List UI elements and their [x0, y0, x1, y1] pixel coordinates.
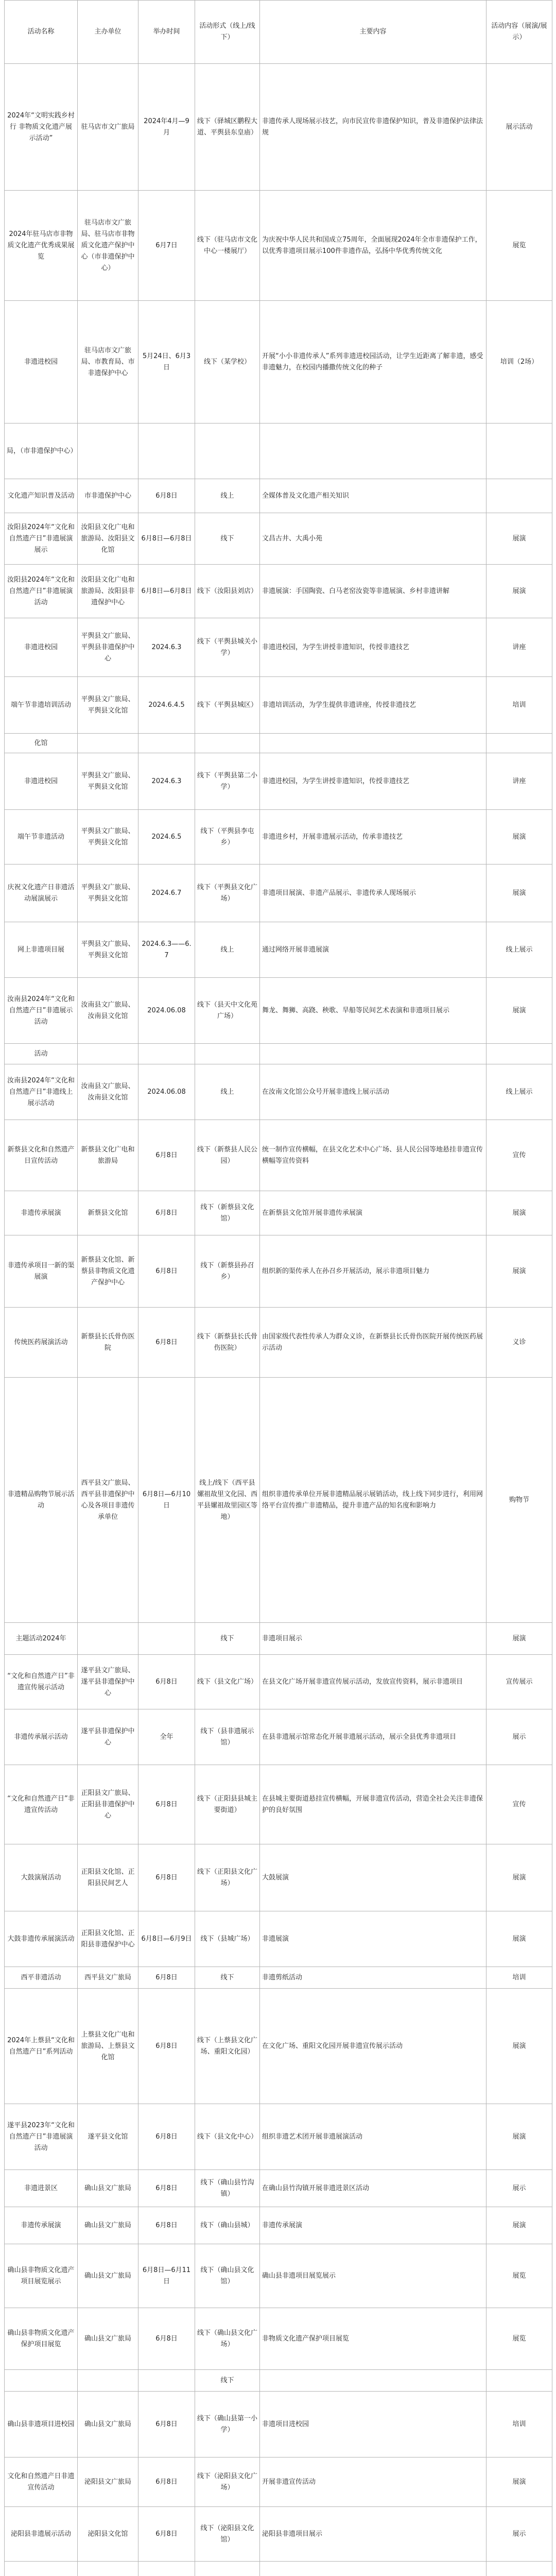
cell-organizer: 驻马店市文广旅局 [78, 64, 138, 191]
table-row [5, 301, 552, 423]
cell-format: 线下（县城广场） [195, 1911, 260, 1967]
cell-organizer: 平舆县文广旅局、平舆县非遗保护中心 [78, 618, 138, 677]
cell-activity-type: 培训 [486, 2392, 552, 2458]
cell-main-content: 组织非遗传承单位开展非遗精品展示展销活动，线上线下同步进行，利用网络平台宣传推广非遗精品，提升非遗产品的知名度和影响力 [260, 1378, 486, 1623]
cell-activity-name: 非遗进校园 [5, 301, 78, 423]
cell-time: 6月8日 [138, 1120, 195, 1191]
cell-main-content [260, 2370, 486, 2392]
cell-time: 6月8日 [138, 1235, 195, 1308]
cell-organizer: 平舆县文广旅局、平舆县文化馆 [78, 677, 138, 734]
cell-activity-type [486, 2370, 552, 2392]
cell-activity-name: 非遗传承展示活动 [5, 1709, 78, 1765]
cell-format: 线下（泌阳县文化馆） [195, 2507, 260, 2562]
header-main-content: 主要内容 [260, 1, 486, 64]
cell-time: 6月8日 [138, 1967, 195, 1989]
cell-organizer: 平舆县文广旅局、平舆县文化馆 [78, 810, 138, 865]
cell-format [195, 1044, 260, 1064]
cell-main-content: 开展非遗宣传活动 [260, 2458, 486, 2507]
table-row [5, 1911, 552, 1967]
cell-time [138, 423, 195, 479]
cell-main-content: 确山县非遗项目展览展示 [260, 2244, 486, 2308]
table-row [5, 1044, 552, 1064]
cell-activity-name: 庆祝文化遗产日非遗活动展演展示 [5, 865, 78, 922]
cell-main-content: 开展“小小非遗传承人”系列非遗进校园活动，让学生近距离了解非遗，感受非遗魅力，在校园内播撒传统文化的种子 [260, 301, 486, 423]
cell-organizer [78, 2370, 138, 2392]
cell-time: 6月8日—6月8日 [138, 513, 195, 565]
cell-organizer: 平舆县文广旅局、平舆县文化馆 [78, 865, 138, 922]
cell-activity-type: 培训 [486, 1967, 552, 1989]
table-row [5, 2308, 552, 2370]
cell-main-content: 全媒体普及文化遗产相关知识 [260, 479, 486, 513]
cell-activity-name: 网上非遗项目展 [5, 922, 78, 978]
cell-main-content: 组织非遗艺术团开展非遗展演活动 [260, 2104, 486, 2170]
cell-activity-name: 非遗传承展演 [5, 2207, 78, 2244]
cell-format: 线下（某学校） [195, 301, 260, 423]
cell-main-content: 泌阳县非遗项目展示 [260, 2507, 486, 2562]
cell-format: 线下（县天中文化苑广场） [195, 978, 260, 1044]
cell-main-content: 非遗传承人现场展示技艺，向市民宣传非遗保护知识，普及非遗保护法律法规 [260, 64, 486, 191]
cell-activity-name: 新蔡县文化和自然遗产日宣传活动 [5, 1120, 78, 1191]
cell-main-content: 非遗项目进校园 [260, 2392, 486, 2458]
cell-time: 6月8日 [138, 2170, 195, 2207]
header-format: 活动形式（线上/线下） [195, 1, 260, 64]
cell-activity-name: 非遗传承展演 [5, 1191, 78, 1235]
cell-time: 6月8日 [138, 1308, 195, 1378]
cell-organizer [78, 1044, 138, 1064]
cell-activity-type [486, 2562, 552, 2576]
cell-main-content: 在新蔡县文化馆开展非遗传承展演 [260, 1191, 486, 1235]
cell-format: 线下（汝阳县刘店） [195, 565, 260, 618]
table-row [5, 1765, 552, 1844]
cell-format: 线下（正阳县县城主要街道） [195, 1765, 260, 1844]
table-row [5, 1191, 552, 1235]
cell-main-content: 在汝南文化馆公众号开展非遗线上展示活动 [260, 1064, 486, 1120]
table-row [5, 922, 552, 978]
table-row [5, 1064, 552, 1120]
table-row [5, 2104, 552, 2170]
cell-organizer: 新蔡县文化馆、新蔡县非物质文化遗产保护中心 [78, 1235, 138, 1308]
cell-activity-type: 展演 [486, 1911, 552, 1967]
header-time: 举办时间 [138, 1, 195, 64]
table-body [5, 64, 552, 2576]
cell-organizer: 西平县文广旅局、西平县非遗保护中心及各项目非遗传承单位 [78, 1378, 138, 1623]
cell-format: 线下（确山县文化馆） [195, 2244, 260, 2308]
cell-activity-name: 2024年“文明实践乡村行 非物质文化遗产展示活动” [5, 64, 78, 191]
table-row [5, 677, 552, 734]
cell-time: 2024.6.4.5 [138, 677, 195, 734]
cell-main-content: 非遗剪纸活动 [260, 1967, 486, 1989]
cell-time: 6月8日 [138, 2507, 195, 2562]
cell-format: 线下（平舆县城区） [195, 677, 260, 734]
cell-format: 线下（平舆县城关小学） [195, 618, 260, 677]
cell-organizer: 上蔡县文化广电和旅游局、上蔡县文化馆 [78, 1989, 138, 2104]
header-row [5, 1, 552, 64]
cell-main-content: 在文化广场、重阳文化园开展非遗宣传展示活动 [260, 1989, 486, 2104]
cell-main-content: 在县文化广场开展非遗宣传展示活动，发放宣传资料，展示非遗项目 [260, 1655, 486, 1709]
cell-activity-type: 线上展示 [486, 1064, 552, 1120]
cell-organizer: 市非遗保护中心 [78, 479, 138, 513]
cell-time: 6月8日 [138, 2392, 195, 2458]
cell-organizer: 驻马店市文广旅局、市教育局、市非遗保护中心 [78, 301, 138, 423]
cell-activity-type: 展演 [486, 978, 552, 1044]
cell-activity-name: 2024年驻马店市非物质文化遗产优秀成果展览 [5, 191, 78, 301]
cell-activity-type: 展览 [486, 191, 552, 301]
cell-main-content: 在确山县竹沟镇开展非遗进景区活动 [260, 2170, 486, 2207]
table-row [5, 2562, 552, 2576]
table-row [5, 2244, 552, 2308]
cell-format: 线下（驻马店市文化中心一楼展厅） [195, 191, 260, 301]
cell-organizer: 新蔡县文化馆 [78, 1191, 138, 1235]
cell-time: 6月8日 [138, 1765, 195, 1844]
cell-time: 6月8日 [138, 479, 195, 513]
cell-format: 线下（县文化中心） [195, 2104, 260, 2170]
cell-activity-name: 端午节非遗培训活动 [5, 677, 78, 734]
cell-activity-type: 展示 [486, 2507, 552, 2562]
cell-format: 线下（新蔡县孙召乡） [195, 1235, 260, 1308]
cell-time [138, 2562, 195, 2576]
cell-organizer [78, 423, 138, 479]
cell-time: 6月8日—6月10日 [138, 1378, 195, 1623]
cell-time [138, 1044, 195, 1064]
cell-organizer: 正阳县文广旅局、正阳县非遗保护中心 [78, 1765, 138, 1844]
cell-format: 线下（确山县文化广场） [195, 2308, 260, 2370]
cell-organizer: 平舆县文广旅局、平舆县文化馆 [78, 753, 138, 810]
table-row [5, 1967, 552, 1989]
table-row [5, 1655, 552, 1709]
cell-format: 线下（上蔡县文化广场、重阳文化园） [195, 1989, 260, 2104]
cell-organizer: 驻马店市文广旅局、驻马店市非物质文化遗产保护中心（市非遗保护中心） [78, 191, 138, 301]
cell-time: 2024.6.3 [138, 618, 195, 677]
cell-organizer: 遂平县文广旅局、遂平县非遗保护中心 [78, 1655, 138, 1709]
cell-activity-name: 2024年上蔡县“文化和自然遗产日”系列活动 [5, 1989, 78, 2104]
cell-format: 线下（确山县第一小学） [195, 2392, 260, 2458]
cell-format: 线下 [195, 1967, 260, 1989]
cell-organizer: 汝阳县文化广电和旅游局、汝阳县非遗保护中心 [78, 565, 138, 618]
cell-time: 6月8日 [138, 2207, 195, 2244]
cell-organizer: 新蔡县长氏骨伤医院 [78, 1308, 138, 1378]
cell-time: 6月8日 [138, 1989, 195, 2104]
cell-organizer: 汝南县文广旅局、汝南县文化馆 [78, 1064, 138, 1120]
cell-format: 线上 [195, 1064, 260, 1120]
cell-activity-name: 非遗进校园 [5, 753, 78, 810]
cell-activity-name: “文化和自然遗产日”非遗宣传展示活动 [5, 1655, 78, 1709]
cell-organizer [78, 1623, 138, 1655]
cell-organizer: 确山县文广旅局 [78, 2207, 138, 2244]
cell-activity-type: 展演 [486, 1623, 552, 1655]
cell-format: 线下（平舆县李屯乡） [195, 810, 260, 865]
header-activity-name: 活动名称 [5, 1, 78, 64]
cell-activity-name: 非遗进景区 [5, 2170, 78, 2207]
cell-activity-name: 确山县非遗项目进校园 [5, 2392, 78, 2458]
table-row [5, 2170, 552, 2207]
cell-main-content: 组织新的渠传承人在孙召乡开展活动，展示非遗项目魅力 [260, 1235, 486, 1308]
cell-activity-type: 线上展示 [486, 922, 552, 978]
cell-format [195, 423, 260, 479]
cell-activity-type: 义诊 [486, 1308, 552, 1378]
cell-activity-name [5, 2370, 78, 2392]
cell-main-content: 文昌古井、大禹小苑 [260, 513, 486, 565]
cell-time: 6月8日—6月9日 [138, 1911, 195, 1967]
cell-time: 2024.06.08 [138, 978, 195, 1044]
cell-time: 6月8日 [138, 2458, 195, 2507]
cell-format: 线下 [195, 513, 260, 565]
cell-time: 2024.6.3 [138, 753, 195, 810]
cell-activity-type: 展示活动 [486, 64, 552, 191]
table-row [5, 479, 552, 513]
cell-time: 6月7日 [138, 191, 195, 301]
cell-activity-name: 遂平县2023年“文化和自然遗产日”非遗展演活动 [5, 2104, 78, 2170]
cell-format: 线下（新蔡县长氏骨伤医院） [195, 1308, 260, 1378]
cell-organizer: 汝南县文广旅局、汝南县文化馆 [78, 978, 138, 1044]
table-row [5, 1989, 552, 2104]
cell-time: 全年 [138, 1709, 195, 1765]
cell-organizer [78, 2562, 138, 2576]
cell-activity-name: 化馆 [5, 734, 78, 753]
header-activity-type: 活动内容（展演/展示） [486, 1, 552, 64]
cell-time: 2024.06.08 [138, 1064, 195, 1120]
cell-organizer: 确山县文广旅局 [78, 2170, 138, 2207]
cell-activity-name: 汝南县2024年“文化和自然遗产日”非遗展示活动 [5, 978, 78, 1044]
cell-activity-type: 宣传 [486, 1120, 552, 1191]
cell-format: 线下（平舆县文化广场） [195, 865, 260, 922]
cell-activity-type [486, 734, 552, 753]
cell-format [195, 2562, 260, 2576]
cell-activity-type: 展演 [486, 565, 552, 618]
table-row [5, 2207, 552, 2244]
cell-format: 线下（县非遗展示馆） [195, 1709, 260, 1765]
cell-activity-name: 主题活动2024年 [5, 1623, 78, 1655]
table-row [5, 423, 552, 479]
cell-activity-type: 宣传 [486, 1765, 552, 1844]
cell-main-content: 非遗展演：手国陶瓷、白马老窑汝瓷等非遗展演、乡村非遗讲解 [260, 565, 486, 618]
table-row [5, 1235, 552, 1308]
cell-format: 线上 [195, 479, 260, 513]
cell-time: 6月8日—6月11日 [138, 2244, 195, 2308]
cell-format: 线下（新蔡县文化馆） [195, 1191, 260, 1235]
table-row [5, 753, 552, 810]
cell-activity-name: “文化和自然遗产日”非遗宣传活动 [5, 1765, 78, 1844]
cell-activity-name: 确山县非物质文化遗产保护项目展览 [5, 2308, 78, 2370]
cell-activity-type: 展演 [486, 865, 552, 922]
cell-activity-type: 讲座 [486, 618, 552, 677]
cell-activity-name: 大鼓演展活动 [5, 1844, 78, 1911]
cell-format: 线下 [195, 2370, 260, 2392]
cell-activity-name: 端午节非遗活动 [5, 810, 78, 865]
cell-activity-name: 汝阳县2024年“文化和自然遗产日”非遗展演活动 [5, 565, 78, 618]
cell-activity-name: 汝阳县2024年“文化和自然遗产日”非遗展演展示 [5, 513, 78, 565]
cell-main-content: 非物质文化遗产保护项目展览 [260, 2308, 486, 2370]
table-row [5, 618, 552, 677]
cell-organizer: 泌阳县文广旅局 [78, 2458, 138, 2507]
cell-format: 线下（平舆县第二小学） [195, 753, 260, 810]
cell-activity-type: 宣传展示 [486, 1655, 552, 1709]
cell-main-content: 为庆祝中华人民共和国成立75周年，全面展现2024年全市非遗保护工作，以优秀非遗项目展示100件非遗作品，弘扬中华优秀传统文化 [260, 191, 486, 301]
cell-activity-type [486, 1044, 552, 1064]
cell-time [138, 2370, 195, 2392]
cell-organizer: 汝阳县文化广电和旅游局、汝阳县文化馆 [78, 513, 138, 565]
cell-activity-type: 讲座 [486, 753, 552, 810]
cell-activity-type: 展演 [486, 1191, 552, 1235]
cell-activity-name: 非遗传承项目一新的渠展演 [5, 1235, 78, 1308]
cell-main-content: 非遗进校园，为学生讲授非遗知识，传授非遗技艺 [260, 618, 486, 677]
cell-main-content: 由国家级代表性传承人为群众义诊，在新蔡县长氏骨伤医院开展传统医药展示活动 [260, 1308, 486, 1378]
cell-main-content: 统一制作宣传横幅，在县文化艺术中心广场、县人民公园等地悬挂非遗宣传横幅等宣传资料 [260, 1120, 486, 1191]
table-row [5, 865, 552, 922]
cell-main-content [260, 1044, 486, 1064]
cell-activity-name: 非遗进校园 [5, 618, 78, 677]
cell-activity-type: 培训 [486, 677, 552, 734]
cell-format [195, 734, 260, 753]
cell-format: 线下（县文化广场） [195, 1655, 260, 1709]
cell-activity-name: 大鼓非遗传承展演活动 [5, 1911, 78, 1967]
cell-activity-name: 泌阳县非遗展示活动 [5, 2507, 78, 2562]
cell-activity-type: 购物节 [486, 1378, 552, 1623]
cell-activity-name: 汝南县2024年“文化和自然遗产日”非遗线上展示活动 [5, 1064, 78, 1120]
cell-format: 线下（驿城区鹏程大道、平舆县东皇庙） [195, 64, 260, 191]
cell-activity-name: 传统医药展演活动 [5, 1308, 78, 1378]
cell-main-content: 非遗进乡村，开展非遗展示活动，传承非遗技艺 [260, 810, 486, 865]
cell-main-content: 非遗项目展示 [260, 1623, 486, 1655]
cell-format: 线下（泌阳县文化广场） [195, 2458, 260, 2507]
cell-activity-name [5, 2562, 78, 2576]
cell-organizer: 遂平县非遗保护中心 [78, 1709, 138, 1765]
cell-activity-type: 展演 [486, 1844, 552, 1911]
cell-main-content: 非遗培训活动，为学生提供非遗讲座，传授非遗技艺 [260, 677, 486, 734]
event-table [4, 0, 552, 2576]
table-row [5, 1308, 552, 1378]
cell-organizer: 正阳县文化馆、正阳县民间艺人 [78, 1844, 138, 1911]
table-row [5, 64, 552, 191]
cell-format: 线下（正阳县文化广场） [195, 1844, 260, 1911]
table-row [5, 734, 552, 753]
cell-activity-type: 展演 [486, 2104, 552, 2170]
table-row [5, 1378, 552, 1623]
table-row [5, 191, 552, 301]
cell-main-content: 非遗传承展演 [260, 2207, 486, 2244]
cell-time: 6月8日 [138, 1655, 195, 1709]
cell-activity-type: 展演 [486, 2458, 552, 2507]
cell-main-content: 非遗展演 [260, 1911, 486, 1967]
cell-organizer [78, 734, 138, 753]
cell-time [138, 734, 195, 753]
cell-time: 6月8日 [138, 2104, 195, 2170]
cell-organizer: 西平县文广旅局 [78, 1967, 138, 1989]
cell-organizer: 泌阳县文化馆 [78, 2507, 138, 2562]
cell-activity-name: 文化和自然遗产日非遗宣传活动 [5, 2458, 78, 2507]
cell-time: 6月8日 [138, 2308, 195, 2370]
cell-activity-type: 展览 [486, 2244, 552, 2308]
cell-activity-type: 展览 [486, 2308, 552, 2370]
table-row [5, 1844, 552, 1911]
cell-activity-type: 展演 [486, 2207, 552, 2244]
cell-main-content: 非遗项目展演、非遗产品展示、非遗传承人现场展示 [260, 865, 486, 922]
table-row [5, 2507, 552, 2562]
cell-time: 5月24日、6月3日 [138, 301, 195, 423]
cell-activity-type: 展演 [486, 1989, 552, 2104]
cell-format: 线上 [195, 922, 260, 978]
cell-organizer: 确山县文广旅局 [78, 2244, 138, 2308]
table-row [5, 2458, 552, 2507]
cell-time [138, 1623, 195, 1655]
cell-activity-type: 培训（2场） [486, 301, 552, 423]
cell-main-content: 大鼓展演 [260, 1844, 486, 1911]
cell-activity-type: 展演 [486, 1235, 552, 1308]
header-organizer: 主办单位 [78, 1, 138, 64]
table-row [5, 1120, 552, 1191]
cell-organizer: 新蔡县文化广电和旅游局 [78, 1120, 138, 1191]
table-row [5, 978, 552, 1044]
cell-main-content: 通过网络开展非遗展演 [260, 922, 486, 978]
cell-time: 2024年4月—9月 [138, 64, 195, 191]
table-row [5, 565, 552, 618]
cell-activity-name: 确山县非物质文化遗产项目展览展示 [5, 2244, 78, 2308]
cell-activity-type [486, 479, 552, 513]
cell-main-content: 在县非遗展示馆常态化开展非遗展示活动，展示全县优秀非遗项目 [260, 1709, 486, 1765]
cell-main-content: 非遗进校园，为学生讲授非遗知识，传授非遗技艺 [260, 753, 486, 810]
cell-main-content [260, 734, 486, 753]
cell-format: 线下（确山县城） [195, 2207, 260, 2244]
cell-organizer: 平舆县文广旅局、平舆县文化馆 [78, 922, 138, 978]
cell-activity-name: 文化遗产知识普及活动 [5, 479, 78, 513]
cell-activity-type: 展示 [486, 1709, 552, 1765]
cell-format: 线下（新蔡县人民公园） [195, 1120, 260, 1191]
cell-activity-name: 西平非遗活动 [5, 1967, 78, 1989]
cell-main-content [260, 423, 486, 479]
cell-time: 2024.6.7 [138, 865, 195, 922]
cell-time: 6月8日 [138, 1844, 195, 1911]
table-row [5, 513, 552, 565]
cell-organizer: 确山县文广旅局 [78, 2392, 138, 2458]
cell-activity-type [486, 423, 552, 479]
cell-format: 线下 [195, 1623, 260, 1655]
table-row [5, 2370, 552, 2392]
cell-format: 线上/线下（西平县嫘祖故里文化园、西平县嫘祖故里园区等地） [195, 1378, 260, 1623]
table-row [5, 810, 552, 865]
cell-time: 2024.6.5 [138, 810, 195, 865]
cell-activity-type: 展演 [486, 810, 552, 865]
table-row [5, 1623, 552, 1655]
table-row [5, 1709, 552, 1765]
cell-organizer: 正阳县文化馆、正阳县非遗保护中心 [78, 1911, 138, 1967]
cell-activity-name: 非遗精品购物节展示活动 [5, 1378, 78, 1623]
cell-activity-name: 活动 [5, 1044, 78, 1064]
cell-activity-type: 展演 [486, 513, 552, 565]
cell-main-content: 舞龙、舞狮、高跷、秧歌、旱船等民间艺术表演和非遗项目展示 [260, 978, 486, 1044]
cell-main-content: 在县城主要街道悬挂宣传横幅，开展非遗宣传活动，营造全社会关注非遗保护的良好氛围 [260, 1765, 486, 1844]
cell-time: 6月8日 [138, 1191, 195, 1235]
cell-format: 线下（确山县竹沟镇） [195, 2170, 260, 2207]
cell-organizer: 遂平县文化馆 [78, 2104, 138, 2170]
cell-time: 6月8日—6月8日 [138, 565, 195, 618]
cell-activity-name: 局，（市非遗保护中心） [5, 423, 78, 479]
cell-organizer: 确山县文广旅局 [78, 2308, 138, 2370]
cell-main-content [260, 2562, 486, 2576]
cell-activity-type: 展示 [486, 2170, 552, 2207]
cell-time: 2024.6.3——6.7 [138, 922, 195, 978]
table-row [5, 2392, 552, 2458]
